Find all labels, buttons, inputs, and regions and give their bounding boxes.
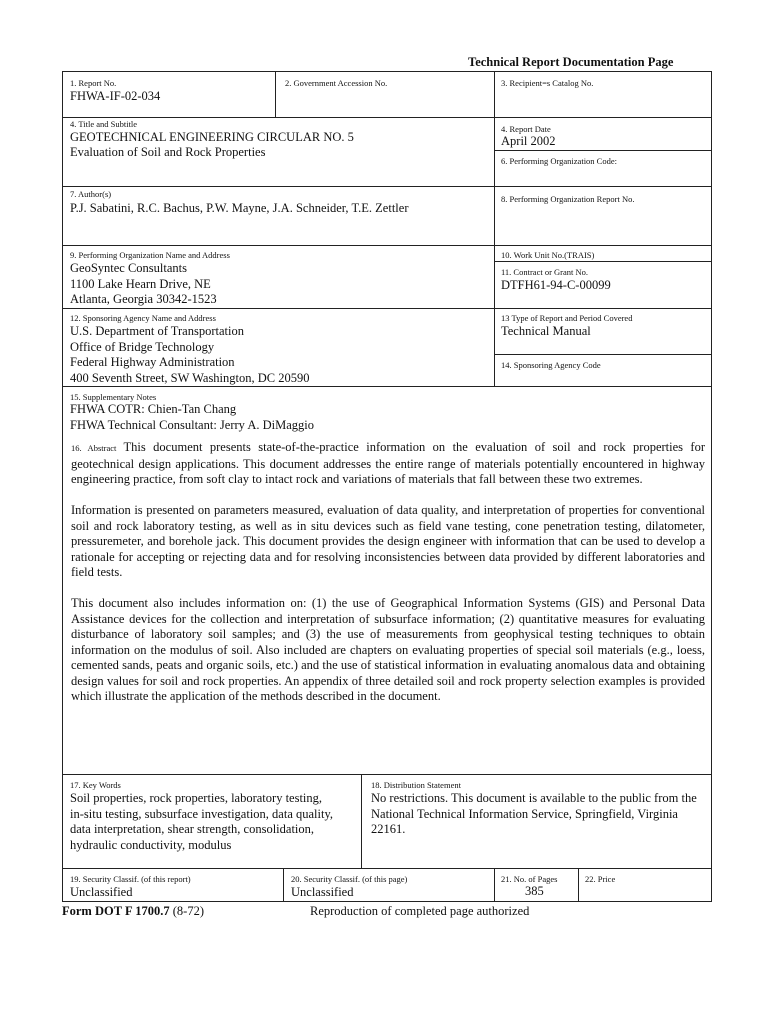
performing-org-report-label: 8. Performing Organization Report No. (501, 194, 635, 204)
report-type-label: 13 Type of Report and Period Covered (501, 313, 633, 323)
note-line: FHWA COTR: Chien-Tan Chang (70, 402, 237, 416)
distribution-statement (371, 791, 697, 838)
key-words-line: Soil properties, rock properties, laboratory testing, (70, 791, 323, 805)
security-report-label: 19. Security Classif. (of this report) (70, 874, 191, 884)
address-line: Federal Highway Administration (70, 355, 235, 369)
sponsoring-code-label: 14. Sponsoring Agency Code (501, 360, 601, 370)
recipient-catalog-label: 3. Recipient=s Catalog No. (501, 78, 594, 88)
supplementary-label: 15. Supplementary Notes (70, 392, 157, 402)
key-words-line: data interpretation, shear strength, consolidation, (70, 822, 315, 836)
title-label: 4. Title and Subtitle (70, 119, 138, 129)
report-type-value: Technical Manual (501, 324, 591, 338)
pages-value: 385 (525, 884, 544, 898)
abstract-paragraph-2: Information is presented on parameters measured, evaluation of data quality, and interpretation of properties for conventional soil and rock laboratory testing, as well as in situ devices such as field vane testing, cone penetration testing, dilatometer, pressuremeter, and borehole jack. This document provides the design engineer with information that can be used to develop a rationale for accepting or rejecting data and for resolving inconsistencies between data provided by different laboratories and field tests. (71, 503, 705, 579)
form-id (62, 904, 204, 919)
title-line-2: Evaluation of Soil and Rock Properties (70, 145, 266, 159)
form-number: Form DOT F 1700.7 (62, 904, 170, 918)
row-divider (63, 186, 711, 187)
key-words-line: hydraulic conductivity, modulus (70, 837, 232, 852)
security-report-value: Unclassified (70, 885, 133, 899)
row-divider (63, 245, 711, 246)
abstract-label: 16. Abstract (71, 443, 117, 453)
gov-accession-label: 2. Government Accession No. (285, 78, 388, 88)
row-divider (63, 868, 711, 869)
security-page-label: 20. Security Classif. (of this page) (291, 874, 408, 884)
column-divider (578, 868, 579, 901)
title-line-1: GEOTECHNICAL ENGINEERING CIRCULAR NO. 5 (70, 130, 354, 144)
performing-org-code-label: 6. Performing Organization Code: (501, 156, 617, 166)
report-date-value: April 2002 (501, 134, 556, 148)
abstract-paragraph-3: This document also includes information on: (1) the use of Geographical Information Systems (GIS) and Personal Data Assistance devices for the collection and interpretation of subsurface information; (2) quantitative measures for evaluating disturbance of laboratory soil samples; and (3) the use of measurements from geophysical testing techniques to obtain information on the modulus of soil. Also included are chapters on evaluating properties of special soil materials (e.g., loess, cemented sands, peats and organic soils, etc.) and the use of statistical information in evaluating anomalous data and obtaining design values for soil and rock properties. An appendix of three detailed soil and rock property selection examples is provided which illustrate the application of the methods described in the document. (71, 596, 705, 703)
row-divider (494, 150, 711, 151)
address-line: 400 Seventh Street, SW Washington, DC 20590 (70, 370, 310, 385)
authors-value: P.J. Sabatini, R.C. Bachus, P.W. Mayne, J.A. Schneider, T.E. Zettler (70, 201, 409, 215)
row-divider (63, 117, 711, 118)
note-line: FHWA Technical Consultant: Jerry A. DiMaggio (70, 417, 315, 432)
column-divider (361, 774, 362, 868)
column-divider (283, 868, 284, 901)
distribution-label: 18. Distribution Statement (371, 780, 461, 790)
distribution-line: National Technical Information Service, Springfield, Virginia (371, 806, 678, 821)
supplementary-notes (70, 402, 314, 433)
sponsoring-agency-address (70, 324, 310, 386)
row-divider (494, 261, 711, 262)
sponsoring-agency-label: 12. Sponsoring Agency Name and Address (70, 313, 216, 323)
documentation-form (62, 71, 712, 902)
contract-value: DTFH61-94-C-00099 (501, 278, 611, 292)
contract-label: 11. Contract or Grant No. (501, 267, 589, 277)
row-divider (494, 354, 711, 355)
work-unit-label: 10. Work Unit No.(TRAIS) (501, 250, 595, 260)
key-words-label: 17. Key Words (70, 780, 121, 790)
report-no-label: 1. Report No. (70, 78, 117, 88)
distribution-line: 22161. (371, 822, 406, 836)
report-date-label: 4. Report Date (501, 124, 551, 134)
page-header-title: Technical Report Documentation Page (468, 55, 674, 69)
key-words (70, 791, 333, 853)
form-date: (8-72) (169, 904, 205, 918)
row-divider (63, 774, 711, 775)
address-line: GeoSyntec Consultants (70, 261, 188, 275)
address-line: 1100 Lake Hearn Drive, NE (70, 276, 211, 291)
key-words-line: in-situ testing, subsurface investigation, data quality, (70, 806, 334, 821)
performing-org-address (70, 261, 217, 308)
abstract-paragraph-1: This document presents state-of-the-practice information on the evaluation of soil and rock properties for geotechnical design applications. This document addresses the entire range of materials potentially encountered in highway engineering practice, from soft clay to intact rock and variations of materials that fall between these two extremes. (71, 440, 706, 486)
row-divider (63, 308, 711, 309)
address-line: Atlanta, Georgia 30342-1523 (70, 292, 217, 306)
column-divider (494, 72, 495, 386)
report-no-value: FHWA-IF-02-034 (70, 89, 161, 103)
security-page-value: Unclassified (291, 885, 354, 899)
column-divider (494, 868, 495, 901)
row-divider (63, 386, 711, 387)
pages-label: 21. No. of Pages (501, 874, 558, 884)
distribution-line: No restrictions. This document is available to the public from the (371, 791, 697, 805)
address-line: Office of Bridge Technology (70, 339, 215, 354)
abstract (71, 440, 705, 720)
address-line: U.S. Department of Transportation (70, 324, 244, 338)
reproduction-note: Reproduction of completed page authorized (310, 904, 530, 918)
price-label: 22. Price (585, 874, 616, 884)
performing-org-name-label: 9. Performing Organization Name and Address (70, 250, 230, 260)
authors-label: 7. Author(s) (70, 189, 112, 199)
column-divider (275, 72, 276, 117)
